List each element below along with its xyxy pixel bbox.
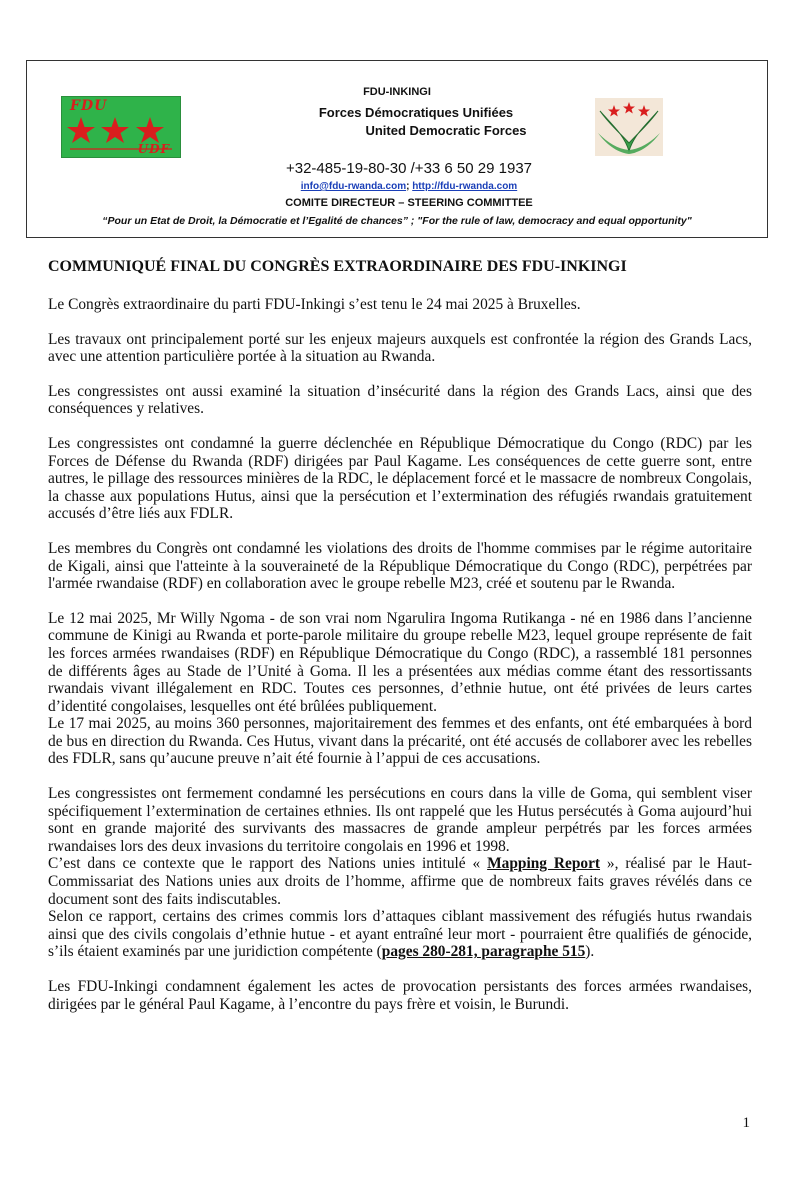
- paragraph-6: Le 12 mai 2025, Mr Willy Ngoma - de son vrai nom Ngarulira Ingoma Rutikanga - né en 1986 dans l’ancienne commune de Kinigi au Rwanda et porte-parole militaire du groupe rebelle M23, lequel groupe représente de fait les forces armées rwandaises (RDF) en République Démocratique du Congo (RDC), a rassemblé 181 personnes de différents âges au Stade de l’Unité à Goma. Il les a présentées aux médias comme étant des ressortissants rwandais vivant illégalement en RDC. Toutes ces personnes, d’ethnie hutue, ont été privées de leurs cartes d’identité congolaises, lesquelles ont été brûlées publiquement.: [48, 609, 752, 715]
- paragraph-3: Les congressistes ont aussi examiné la situation d’insécurité dans la région des Grands Lacs, ainsi que des conséquences y relatives.: [48, 382, 752, 418]
- paragraph-7: Le 17 mai 2025, au moins 360 personnes, majoritairement des femmes et des enfants, ont été embarquées à bord de bus en direction du Rwanda. Ces Hutus, vivant dans la précarité, ont été accusés de collaborer avec les rebelles des FDLR, sans qu’aucune preuve n’ait été fournie à l’appui de ces accusations.: [48, 715, 752, 768]
- p10-text-before: Selon ce rapport, certains des crimes commis lors d’attaques ciblant massivement des réfugiés hutus rwandais ainsi que des civils congolais d’ethnie hutue - et ayant entraîné leur mort - pourraient être qualifiés de génocide, s’ils étaient examinés par une juridiction compétente (: [48, 908, 752, 961]
- contact-separator: ;: [406, 181, 413, 192]
- pages-reference-link[interactable]: pages 280-281, paragraphe 515: [381, 943, 586, 961]
- letterhead: [26, 60, 768, 238]
- paragraph-4: Les congressistes ont condamné la guerre déclenchée en République Démocratique du Congo (RDC) par les Forces de Défense du Rwanda (RDF) dirigées par Paul Kagame. Les conséquences de cette guerre sont, entre autres, le pillage des ressources minières de la RDC, le déplacement forcé et le massacre de nombreux Congolais, la chasse aux populations Hutus, ainsi que la persécution et l’extermination des réfugiés rwandais gratuitement accusés d’être liés aux FDLR.: [48, 434, 752, 523]
- email-link[interactable]: info@fdu-rwanda.com: [300, 181, 407, 192]
- motto: “Pour un Etat de Droit, la Démocratie et l’Egalité de chances” ; "For the rule of law, democracy and equal opportunity": [102, 215, 692, 227]
- phone-numbers: +32-485-19-80-30 /+33 6 50 29 1937: [285, 160, 533, 177]
- logo-top-text: FDU: [70, 98, 108, 114]
- p10-text-after: ).: [585, 943, 595, 961]
- paragraph-11: Les FDU-Inkingi condamnent également les actes de provocation persistants des forces armées rwandaises, dirigées par le général Paul Kagame, à l’encontre du pays frère et voisin, le Burundi.: [48, 978, 752, 1013]
- org-name-english: United Democratic Forces: [365, 123, 527, 138]
- p9-text-before: C’est dans ce contexte que le rapport des Nations unies intitulé «: [48, 855, 488, 873]
- org-name: FDU-INKINGI: [363, 86, 431, 98]
- document-body: [48, 296, 752, 1030]
- org-name-french: Forces Démocratiques Unifiées: [318, 105, 514, 120]
- paragraph-1: Le Congrès extraordinaire du parti FDU-Inkingi s’est tenu le 24 mai 2025 à Bruxelles.: [48, 296, 581, 313]
- page-number: 1: [742, 1115, 750, 1131]
- fdu-emblem-logo: [594, 97, 664, 157]
- paragraph-5: Les membres du Congrès ont condamné les violations des droits de l'homme commises par le régime autoritaire de Kigali, ainsi que l'atteinte à la souveraineté de la République Démocratique du Congo (RDC), perpétrées par l'armée rwandaise (RDF) en collaboration avec le groupe rebelle M23, créé et soutenu par le Rwanda.: [48, 539, 752, 593]
- paragraph-2: Les travaux ont principalement porté sur les enjeux majeurs auxquels est confrontée la région des Grands Lacs, avec une attention particulière portée à la situation au Rwanda.: [48, 330, 752, 366]
- logo-bottom-text: UDF: [137, 142, 170, 156]
- p9-text-after: », réalisé par le Haut-Commissariat des Nations unies aux droits de l’homme, affirme que de nombreux faits graves révélés dans ce document sont des faits indiscutables.: [48, 855, 752, 908]
- document-title: COMMUNIQUÉ FINAL DU CONGRÈS EXTRAORDINAIRE DES FDU-INKINGI: [48, 258, 627, 275]
- paragraph-10: [48, 908, 752, 961]
- committee-name: COMITE DIRECTEUR – STEERING COMMITTEE: [285, 197, 533, 209]
- mapping-report-link[interactable]: Mapping Report: [487, 855, 601, 873]
- contact-links: [27, 181, 767, 192]
- paragraph-8: Les congressistes ont fermement condamné les persécutions en cours dans la ville de Goma, qui semblent viser spécifiquement l’extermination de certaines ethnies. Ils ont rappelé que les Hutus persécutés à Goma aujourd’hui sont en grande majorité des survivants des massacres de grande ampleur perpétrés par les forces armées rwandaises lors des deux invasions du territoire congolais en 1996 et 1998.: [48, 785, 752, 855]
- paragraph-9: [48, 855, 752, 908]
- website-link[interactable]: http://fdu-rwanda.com: [412, 181, 518, 192]
